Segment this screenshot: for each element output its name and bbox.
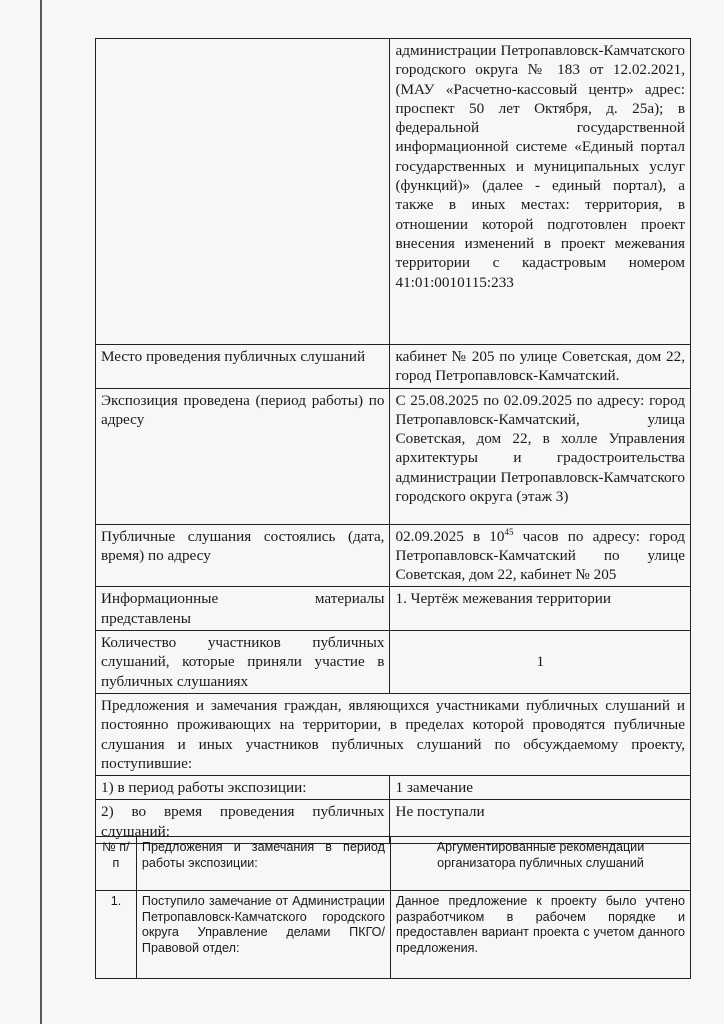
- participants-label: Количество участников публичных слушаний, которые приняли участие в публичных слушаниях: [96, 631, 390, 694]
- page-margin-line: [40, 0, 42, 1024]
- row-number: 1.: [96, 891, 137, 979]
- col-proposals-header: Предложения и замечания в период работы экспозиции:: [136, 837, 390, 891]
- place-value: кабинет № 205 по улице Советская, дом 22, город Петропавловск-Камчатский.: [390, 345, 691, 389]
- table-row: [96, 39, 691, 345]
- exposition-value: С 25.08.2025 по 02.09.2025 по адресу: город Петропавловск-Камчатский, улица Советская, дом 22, в холле Управления архитектуры и градостроительства администрации Петропавловск-Камчатского городского округа (этаж 3): [390, 388, 691, 524]
- table-row: [96, 587, 691, 631]
- table-row: [96, 891, 691, 979]
- proposal-text: Поступило замечание от Администрации Петропавловск-Камчатского городского округа Управление делами ПКГО/Правовой отдел:: [136, 891, 390, 979]
- hearing-info-table: [95, 38, 691, 844]
- table-row: [96, 631, 691, 694]
- hearing-date: 02.09.2025 в 10: [395, 527, 505, 545]
- materials-label: Информационные материалы представлены: [96, 587, 390, 631]
- recommendation-text: Данное предложение к проекту было учтено разработчиком в рабочем порядке и предоставлен вариант проекта с учетом данного предложения.: [390, 891, 690, 979]
- during-exposition-label: 1) в период работы экспозиции:: [96, 776, 390, 800]
- empty-cell: [96, 39, 390, 345]
- hearing-held-label: Публичные слушания состоялись (дата, время) по адресу: [96, 524, 390, 587]
- table-row: [96, 345, 691, 389]
- place-label: Место проведения публичных слушаний: [96, 345, 390, 389]
- table-row: [96, 776, 691, 800]
- during-hearing-label: 2) во время проведения публичных слушаний:: [96, 800, 390, 844]
- exposition-label: Экспозиция проведена (период работы) по адресу: [96, 388, 390, 524]
- during-exposition-value: 1 замечание: [390, 776, 691, 800]
- table-header-row: [96, 837, 691, 891]
- proposals-table: [95, 836, 691, 979]
- participants-value: 1: [390, 631, 691, 694]
- col-recommendations-header: Аргументированные рекомендации организатора публичных слушаний: [390, 837, 690, 891]
- col-number-header: № п/п: [96, 837, 137, 891]
- hearing-address: часов по адресу: город Петропавловск-Камчатский по улице Советская, дом 22, кабинет № 205: [395, 527, 685, 584]
- proposals-heading: Предложения и замечания граждан, являющихся участниками публичных слушаний и постоянно проживающих на территории, в пределах которой проводятся публичные слушания и иных участников публичных слушаний по обсуждаемому проекту, поступившие:: [96, 693, 691, 775]
- notification-places-cell: администрации Петропавловск-Камчатского городского округа № 183 от 12.02.2021, (МАУ «Расчетно-кассовый центр» адрес: проспект 50 лет Октября, д. 25а); в федеральной государственной информационной системе «Единый портал государственных и муниципальных услуг (функций)» (далее - единый портал), а также в иных местах: территория, в отношении которой подготовлен проект внесения изменений в проект межевания территории с кадастровым номером 41:01:0010115:233: [390, 39, 691, 345]
- hearing-minutes: 45: [504, 526, 514, 537]
- table-row: [96, 693, 691, 775]
- table-row: [96, 388, 691, 524]
- during-hearing-value: Не поступали: [390, 800, 691, 844]
- hearing-held-value: [390, 524, 691, 587]
- materials-value: 1. Чертёж межевания территории: [390, 587, 691, 631]
- table-row: [96, 524, 691, 587]
